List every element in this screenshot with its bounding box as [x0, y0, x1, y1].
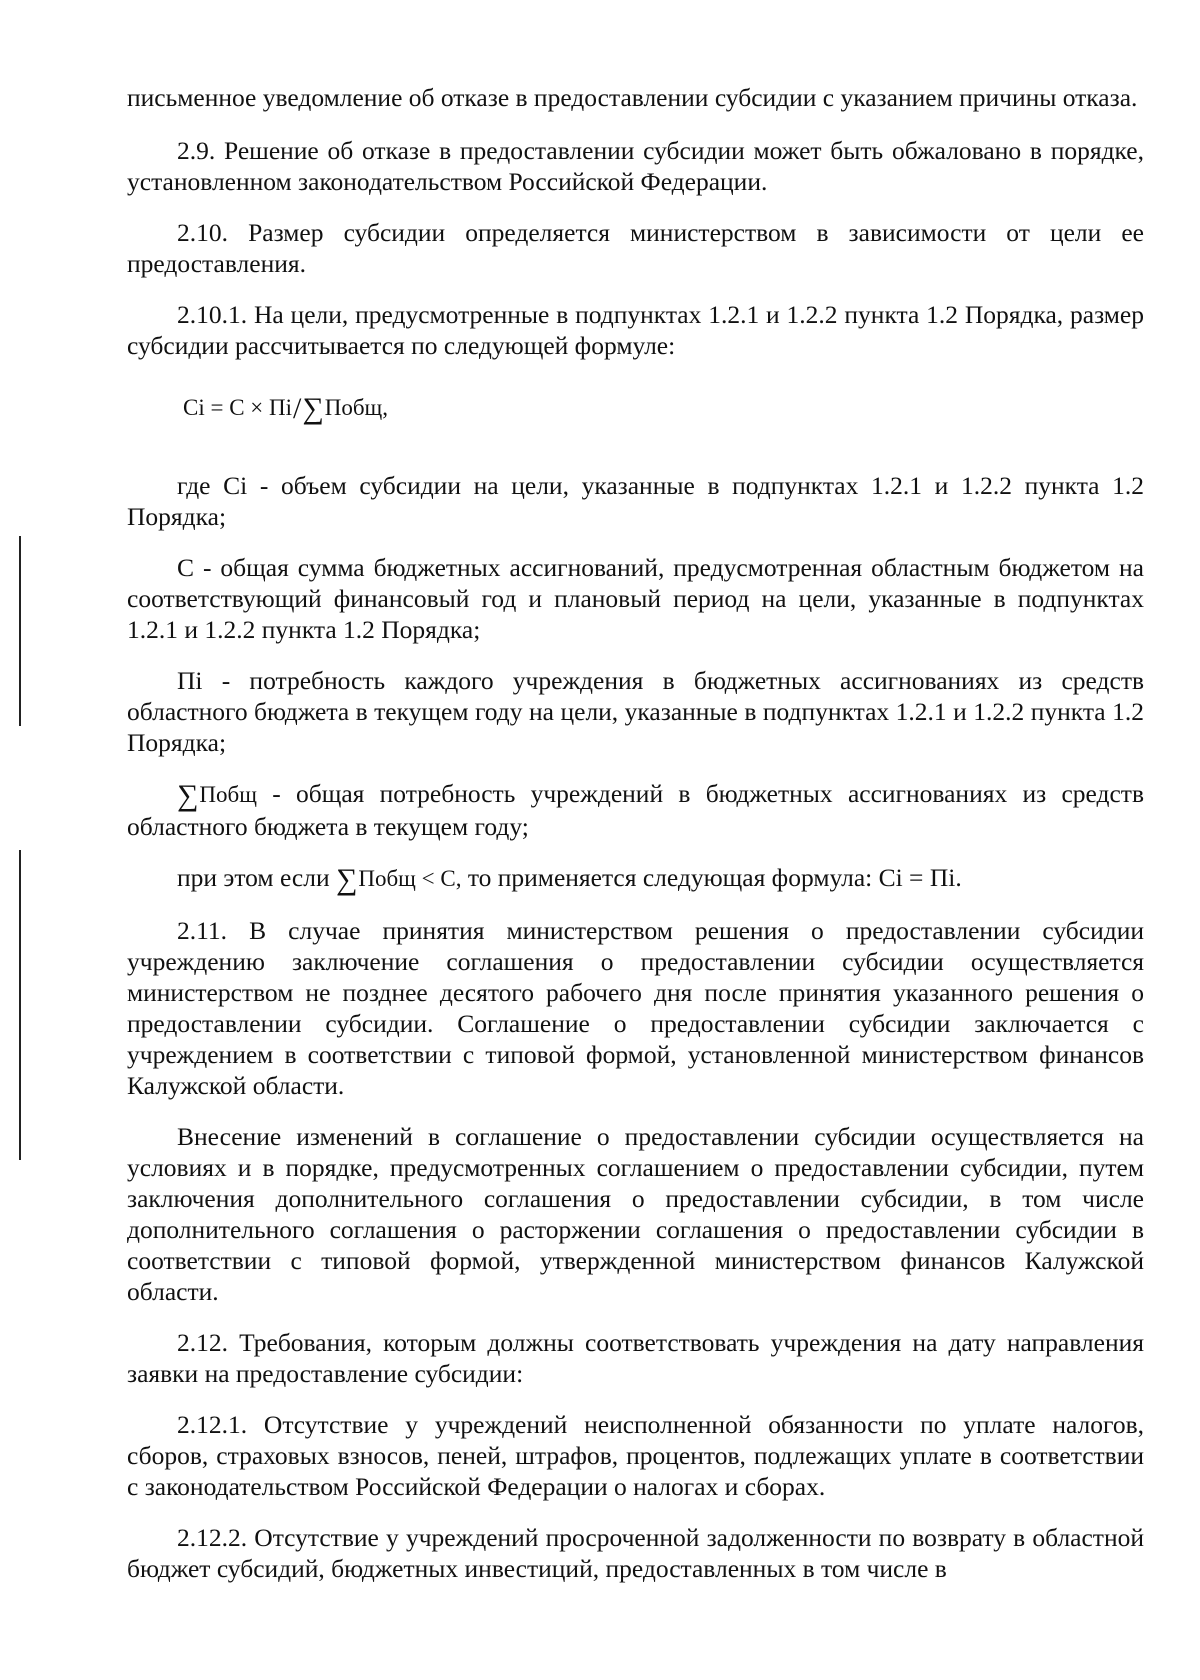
paragraph-2-9: 2.9. Решение об отказе в предоставлении субсидии может быть обжаловано в порядке, установленном законодательством Российской Федерации.	[127, 136, 1144, 196]
paragraph-2-12-2: 2.12.2. Отсутствие у учреждений просроченной задолженности по возврату в областной бюджет субсидий, бюджетных инвестиций, предоставленных в том числе в	[127, 1523, 1144, 1583]
formula-rhs: Побщ,	[324, 395, 389, 420]
definition-text: - общая потребность учреждений в бюджетных ассигнованиях из средств областного бюджета в текущем году;	[127, 779, 1144, 841]
paragraph-2-10: 2.10. Размер субсидии определяется министерством в зависимости от цели ее предоставления.	[127, 218, 1144, 278]
document-page	[127, 82, 1144, 1604]
margin-mark	[19, 536, 21, 726]
condition-suffix: то применяется следующая формула: Ci = Пi.	[461, 863, 962, 892]
paragraph: письменное уведомление об отказе в предоставлении субсидии с указанием причины отказа.	[127, 83, 1138, 112]
paragraph-2-12-1: 2.12.1. Отсутствие у учреждений неисполненной обязанности по уплате налогов, сборов, страховых взносов, пеней, штрафов, процентов, подлежащих уплате в соответствии с законодательством Российской Федерации о налогах и сборах.	[127, 1410, 1144, 1501]
definition-ci: где Ci - объем субсидии на цели, указанные в подпунктах 1.2.1 и 1.2.2 пункта 1.2 Порядка;	[127, 471, 1144, 531]
subsidy-formula	[183, 391, 1144, 426]
definition-pi: Пi - потребность каждого учреждения в бюджетных ассигнованиях из средств областного бюджета в текущем году на цели, указанные в подпунктах 1.2.1 и 1.2.2 пункта 1.2 Порядка;	[127, 666, 1144, 757]
paragraph-2-12: 2.12. Требования, которым должны соответствовать учреждения на дату направления заявки на предоставление субсидии:	[127, 1328, 1144, 1388]
sum-symbol: ∑	[302, 392, 324, 425]
paragraph-amendments: Внесение изменений в соглашение о предоставлении субсидии осуществляется на условиях и в порядке, предусмотренных соглашением о предоставлении субсидии, путем заключения дополнительного соглашения о предоставлении субсидии, в том числе дополнительного соглашения о расторжении соглашения о предоставлении субсидии в соответствии с типовой формой, утвержденной министерством финансов Калужской области.	[127, 1122, 1144, 1306]
paragraph-2-10-1: 2.10.1. На цели, предусмотренные в подпунктах 1.2.1 и 1.2.2 пункта 1.2 Порядка, размер субсидии рассчитывается по следующей формуле:	[127, 300, 1144, 360]
definition-sum-p	[127, 778, 1144, 842]
paragraph-2-11: 2.11. В случае принятия министерством решения о предоставлении субсидии учреждению заключение соглашения о предоставлении субсидии осуществляется министерством не позднее десятого рабочего дня после принятия указанного решения о предоставлении субсидии. Соглашение о предоставлении субсидии заключается с учреждением в соответствии с типовой формой, установленной министерством финансов Калужской области.	[127, 916, 1144, 1100]
formula-slash: /	[293, 392, 302, 425]
formula-lhs: Ci = C × Пi	[183, 395, 293, 420]
margin-mark	[19, 850, 21, 1160]
sum-symbol: ∑	[177, 779, 199, 812]
condition-line	[127, 862, 1144, 895]
condition-text: Побщ < C,	[358, 866, 462, 891]
condition-formula	[335, 863, 462, 896]
sum-symbol: ∑	[335, 863, 358, 896]
sum-term-text: Побщ	[199, 782, 257, 807]
sum-term	[177, 779, 257, 812]
definition-c: C - общая сумма бюджетных ассигнований, предусмотренная областным бюджетом на соответствующий финансовый год и плановый период на цели, указанные в подпунктах 1.2.1 и 1.2.2 пункта 1.2 Порядка;	[127, 553, 1144, 644]
condition-prefix: при этом если	[177, 863, 336, 892]
